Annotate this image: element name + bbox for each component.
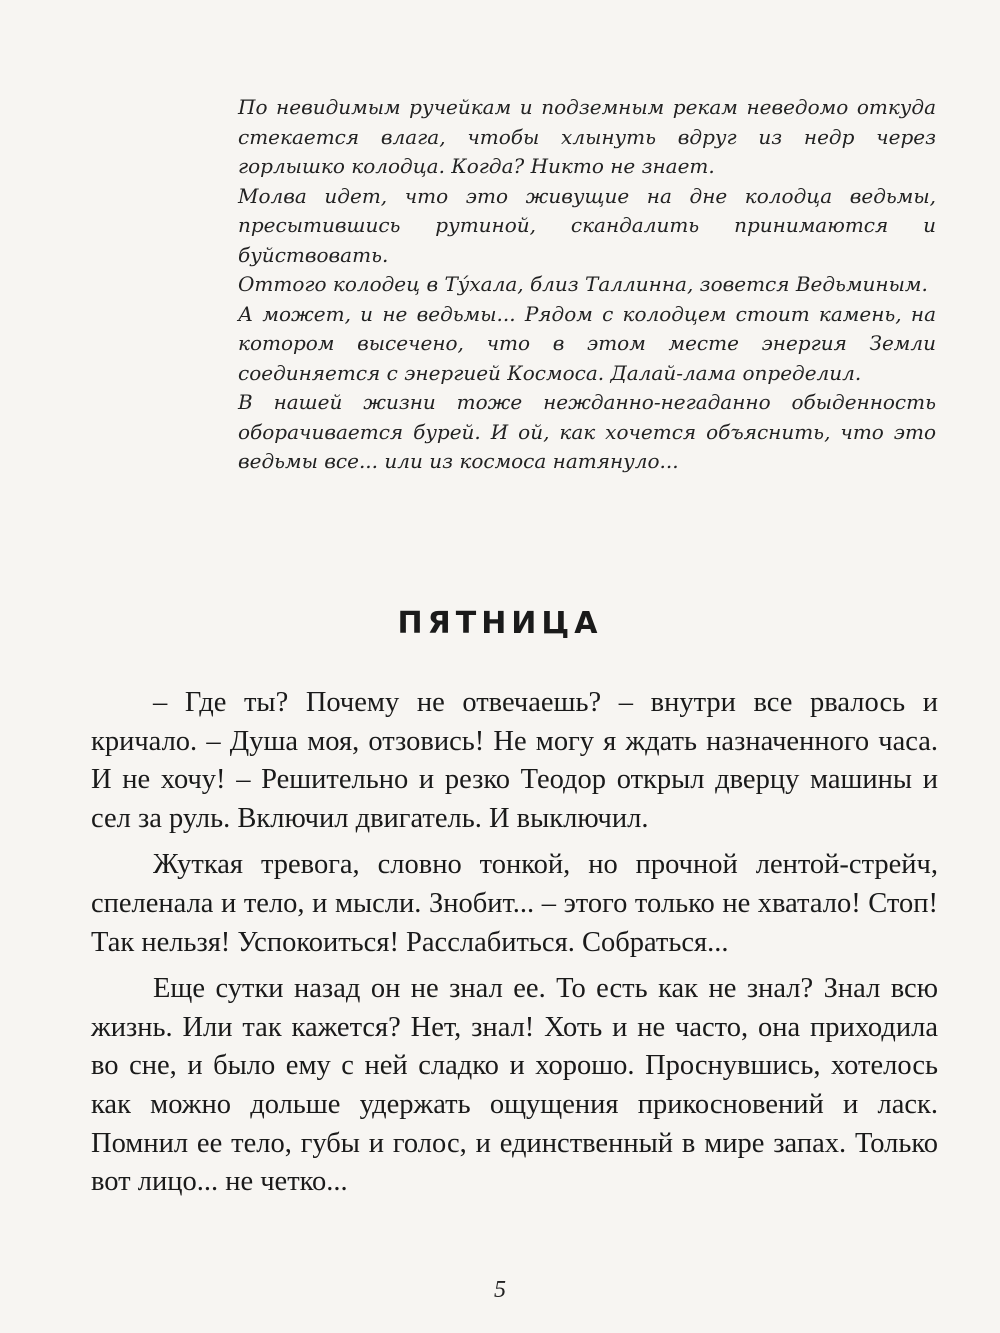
chapter-title: ПЯТНИЦА (397, 606, 603, 641)
epigraph-paragraph: А может, и не ведьмы... Рядом с колодцем стоит камень, на котором высечено, что в этом месте энергия Земли соединяется с энергией Космоса. Далай-лама определил. (238, 301, 936, 385)
body-paragraph: Еще сутки назад он не знал ее. То есть как не знал? Знал всю жизнь. Или так кажется? Нет, знал! Хоть и не часто, она приходила во сне, и было ему с ней сладко и хорошо. Проснувшись, хотелось как можно дольше удержать ощущения прикосновений и ласк. Помнил ее тело, губы и голос, и единственный в мире запах. Только вот лицо... не четко... (91, 973, 938, 1198)
chapter-body (91, 684, 938, 1210)
epigraph-paragraph: По невидимым ручейкам и подземным рекам неведомо откуда стекается влага, чтобы хлынуть вдруг из недр через горлышко колодца. Когда? Никто не знает. (238, 95, 936, 178)
page-number: 5 (494, 1277, 506, 1303)
body-paragraph: – Где ты? Почему не отвечаешь? – внутри все рвалось и кричало. – Душа моя, отзовись! Не могу я ждать назначенного часа. И не хочу! – Решительно и резко Теодор открыл дверцу машины и сел за руль. Включил двигатель. И выключил. (91, 687, 938, 834)
epigraph-paragraph: Оттого колодец в Ту́хала, близ Таллинна, зовется Ведьминым. (238, 272, 928, 296)
epigraph-paragraph: В нашей жизни тоже нежданно-негаданно обыденность оборачивается бурей. И ой, как хочется объяснить, что это ведьмы все... или из космоса натянуло... (238, 390, 936, 473)
epigraph-paragraph: Молва идет, что это живущие на дне колодца ведьмы, пресытившись рутиной, скандалить принимаются и буйствовать. (238, 183, 936, 267)
body-paragraph: Жуткая тревога, словно тонкой, но прочной лентой-стрейч, спеленала и тело, и мысли. Знобит... – этого только не хватало! Стоп! Так нельзя! Успокоиться! Расслабиться. Собраться... (91, 849, 938, 958)
epigraph (238, 93, 936, 477)
